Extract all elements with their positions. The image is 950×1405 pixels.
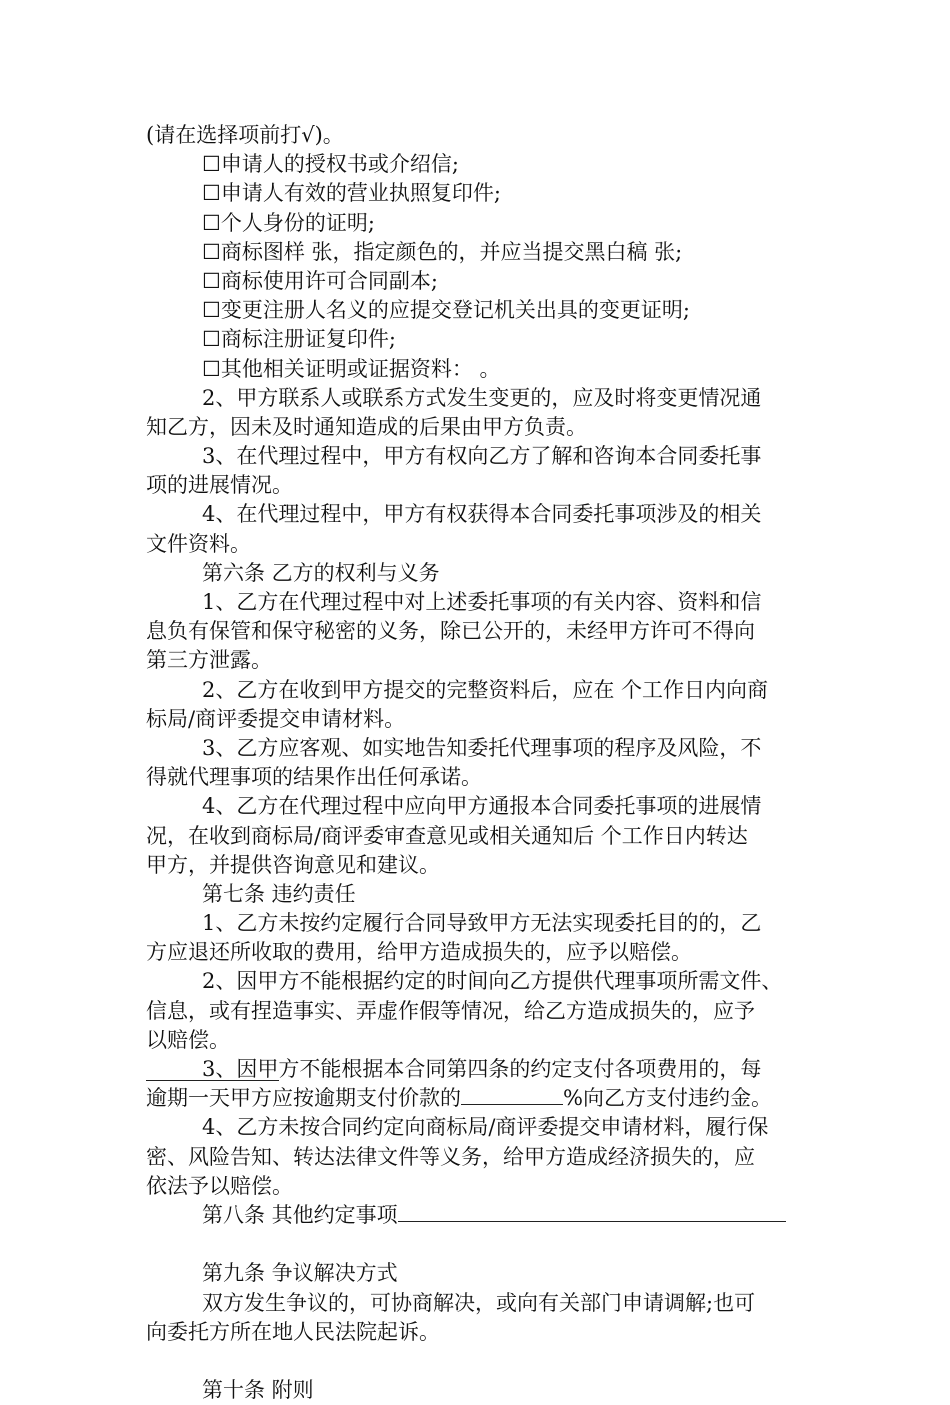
blank-spacer [146, 1347, 810, 1376]
penalty-rate-prefix: 逾期一天甲方应按逾期支付价款的 [146, 1086, 461, 1111]
article-6-heading: 第六条 乙方的权利与义务 [202, 560, 440, 585]
paragraph-line: 向委托方所在地人民法院起诉。 [146, 1319, 440, 1344]
paragraph-line: 信息，或有捏造事实、弄虚作假等情况，给乙方造成损失的，应予 [146, 998, 755, 1023]
paragraph-line: 文件资料。 [146, 531, 251, 556]
paragraph-line: 3、因甲方不能根据本合同第四条的约定支付各项费用的，每 [202, 1057, 762, 1081]
checkbox-item-license-contract: ☐商标使用许可合同副本; [202, 268, 438, 293]
checkbox-item-name-change: ☐变更注册人名义的应提交登记机关出具的变更证明; [202, 298, 690, 323]
paragraph-line: 方应退还所收取的费用，给甲方造成损失的，应予以赔偿。 [146, 940, 692, 965]
paragraph-line: 4、乙方在代理过程中应向甲方通报本合同委托事项的进展情 [202, 794, 762, 819]
article-9-heading: 第九条 争议解决方式 [202, 1261, 398, 1286]
paragraph-line: 密、风险告知、转达法律文件等义务，给甲方造成经济损失的，应 [146, 1144, 755, 1169]
penalty-rate-line [146, 1084, 810, 1113]
paragraph-line: 3、在代理过程中，甲方有权向乙方了解和咨询本合同委托事 [202, 444, 762, 469]
checkbox-item-registration-cert: ☐商标注册证复印件; [202, 327, 396, 352]
paragraph-line: 息负有保管和保守秘密的义务，除已公开的，未经甲方许可不得向 [146, 619, 755, 644]
paragraph-line: 2、乙方在收到甲方提交的完整资料后，应在 个工作日内向商 [202, 677, 769, 702]
article-10-heading: 第十条 附则 [202, 1378, 314, 1403]
paragraph-line: 1、乙方在代理过程中对上述委托事项的有关内容、资料和信 [202, 590, 762, 614]
checkbox-item-business-license: ☐申请人有效的营业执照复印件; [202, 181, 501, 206]
paragraph-line: 4、在代理过程中，甲方有权获得本合同委托事项涉及的相关 [202, 502, 762, 527]
paragraph-line: 4、乙方未按合同约定向商标局/商评委提交申请材料，履行保 [202, 1115, 769, 1140]
paragraph-line: 以赔偿。 [146, 1027, 230, 1052]
paragraph-line: 第三方泄露。 [146, 648, 272, 673]
underline-continuation [146, 1080, 279, 1081]
article-8-blank [398, 1201, 786, 1222]
checkbox-item-trademark-sample: ☐商标图样 张，指定颜色的，并应当提交黑白稿 张; [202, 239, 683, 264]
article-8-line [146, 1201, 810, 1230]
paragraph-line: 得就代理事项的结果作出任何承诺。 [146, 765, 482, 790]
paragraph-line: 依法予以赔偿。 [146, 1173, 293, 1198]
contract-text [146, 121, 810, 1405]
paragraph-line: 2、因甲方不能根据约定的时间向乙方提供代理事项所需文件、 [202, 969, 783, 994]
article-7-heading: 第七条 违约责任 [202, 881, 356, 906]
paragraph-line: 2、甲方联系人或联系方式发生变更的，应及时将变更情况通 [202, 385, 762, 410]
paragraph-line: 双方发生争议的，可协商解决，或向有关部门申请调解;也可 [202, 1290, 756, 1315]
paragraph-line: 项的进展情况。 [146, 473, 293, 498]
article-8-heading: 第八条 其他约定事项 [202, 1202, 398, 1227]
checkbox-item-other: ☐其他相关证明或证据资料： 。 [202, 356, 501, 381]
penalty-rate-blank [461, 1084, 563, 1105]
instruction-line: (请在选择项前打√)。 [146, 123, 344, 147]
checkbox-item-authorization: ☐申请人的授权书或介绍信; [202, 152, 459, 177]
checkbox-item-identity: ☐个人身份的证明; [202, 210, 375, 235]
paragraph-line: 1、乙方未按约定履行合同导致甲方无法实现委托目的的，乙 [202, 911, 762, 936]
paragraph-line: 甲方，并提供咨询意见和建议。 [146, 852, 440, 877]
paragraph-line: 知乙方，因未及时通知造成的后果由甲方负责。 [146, 414, 587, 439]
paragraph-line: 标局/商评委提交申请材料。 [146, 706, 406, 731]
blank-spacer [146, 1230, 810, 1259]
paragraph-line: 3、乙方应客观、如实地告知委托代理事项的程序及风险，不 [202, 735, 762, 760]
penalty-rate-suffix: %向乙方支付违约金。 [563, 1086, 772, 1111]
paragraph-line: 况，在收到商标局/商评委审查意见或相关通知后 个工作日内转达 [146, 823, 748, 848]
